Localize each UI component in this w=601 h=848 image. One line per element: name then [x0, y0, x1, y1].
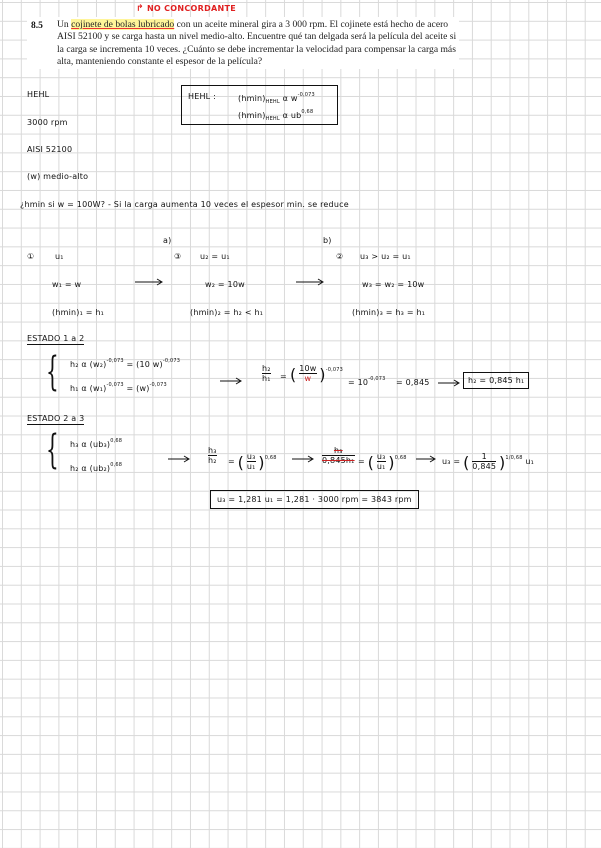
state-1-number: ① [27, 252, 35, 261]
formula-label: HEHL : [188, 92, 216, 101]
given-load: (w) medio-alto [27, 172, 89, 181]
fraction-h3-h2: h₃ h₂ [208, 446, 217, 465]
fraction-h3-0845h1: h₃ 0,845h₁ [322, 446, 355, 465]
state-1-w: w₁ = w [52, 280, 82, 289]
estado12-line-1: h₂ α $(w_2)^{-0,073} = (10$ w)$^{-0,073}$ [70, 358, 181, 369]
state-3-w: w₃ = w₂ = 10w [362, 280, 425, 289]
section-title-estado-1-2: ESTADO 1 a 2 [27, 334, 85, 343]
state-1-u: u₁ [55, 252, 64, 261]
state-1-h: (hmin)₁ = h₁ [52, 308, 105, 317]
problem-statement [27, 17, 459, 69]
annotation-note [136, 4, 236, 14]
estado23-line-2: h₂ α $(ub_2)^{0,68}$ [70, 462, 123, 473]
annotation-text: NO CONCORDANTE [146, 4, 237, 13]
state-3-number: ③ [174, 252, 182, 261]
given-rpm: 3000 rpm [27, 118, 68, 127]
state-2-number: ② [336, 252, 344, 261]
estado12-line-2: h₁ α $(w_1)^{-0,073} = (w)^{-0,073}$ [70, 382, 167, 393]
state-3-u: u₃ > u₂ = u₁ [360, 252, 411, 261]
given-material: AISI 52100 [27, 145, 73, 154]
problem-text-pre: Un [57, 19, 72, 30]
equals-sign: = [280, 372, 287, 381]
arrow-estado12-b [438, 378, 462, 388]
estado23-line-1: h₃ α $(ub_3)^{0,68}$ [70, 438, 123, 449]
section-title-estado-2-3: ESTADO 2 a 3 [27, 414, 85, 423]
problem-text-highlight: cojinete de bolas lubricado [71, 19, 175, 30]
formula-box [181, 85, 338, 125]
problem-text [57, 19, 457, 68]
fraction-u3-result: u₃ = ( $\frac{1}{0,845}$ )$^{1/0,68}$ u₁ [442, 452, 535, 472]
power-ten: = $10^{-0,073}$ [348, 376, 386, 387]
state-label-b: b) [323, 236, 332, 245]
ratio-h2-h1: h₂ h₁ [262, 364, 271, 383]
problem-text-post: con un aceite mineral gira a 3 000 rpm. El cojinete está hecho de acero AISI 52100 y se carga hasta un nivel medio-alto. Encuentre qué tan delgada será la película del aceite si la carga se incrementa 10 veces. ¿Cuánto se debe incrementar la velocidad para compensar la carga más alta, manteniendo constante el espesor de la película? [57, 19, 457, 67]
arrow-state-2-3 [296, 277, 326, 287]
ratio-power: ( $\frac{10w}{w}$ )$^{-0,073}$ [290, 364, 344, 384]
state-label-a: a) [163, 236, 172, 245]
state-2-u: u₂ = u₁ [200, 252, 230, 261]
state-3-h: (hmin)₃ = h₃ = h₁ [352, 308, 426, 317]
arrow-state-1-2 [135, 277, 165, 287]
question-text: ¿hmin si w = 100W? - Si la carga aumenta 10 veces el espesor min. se reduce [20, 200, 349, 209]
formula-line-2: $(hmin)_{HEHL}$ α ub$^{0,68}$ [238, 109, 314, 122]
fraction-u3-u1-b: = ( $\frac{\text{u₃}}{\text{u₁}}$ )$^{0,68}$ [358, 452, 407, 472]
final-result-box: u₃ = 1,281 u₁ = 1,281 · 3000 rpm = 3843 rpm [210, 490, 419, 509]
problem-number: 8.5 [31, 21, 43, 31]
fraction-u3-u1-a: = ( $\frac{\text{u₃}}{\text{u₁}}$ )$^{0,68}$ [228, 452, 277, 472]
given-hehl: HEHL [27, 90, 50, 99]
result-box-h2: h₂ = 0,845 h₁ [463, 372, 529, 389]
brace-left: { [46, 349, 59, 395]
formula-line-1: $(hmin)_{HEHL}$ α $w^{-0,073}$ [238, 92, 315, 105]
value-0845: = 0,845 [396, 378, 430, 387]
arrow-estado23-b [292, 454, 316, 464]
arrow-estado23-c [416, 454, 438, 464]
state-2-h: (hmin)₂ = h₂ < h₁ [190, 308, 264, 317]
arrow-estado12-a [220, 376, 244, 386]
brace-left-2: { [46, 427, 59, 473]
arrow-estado23-a [168, 454, 192, 464]
arrow-icon: ↱ [136, 4, 144, 14]
state-2-w: w₂ = 10w [205, 280, 245, 289]
